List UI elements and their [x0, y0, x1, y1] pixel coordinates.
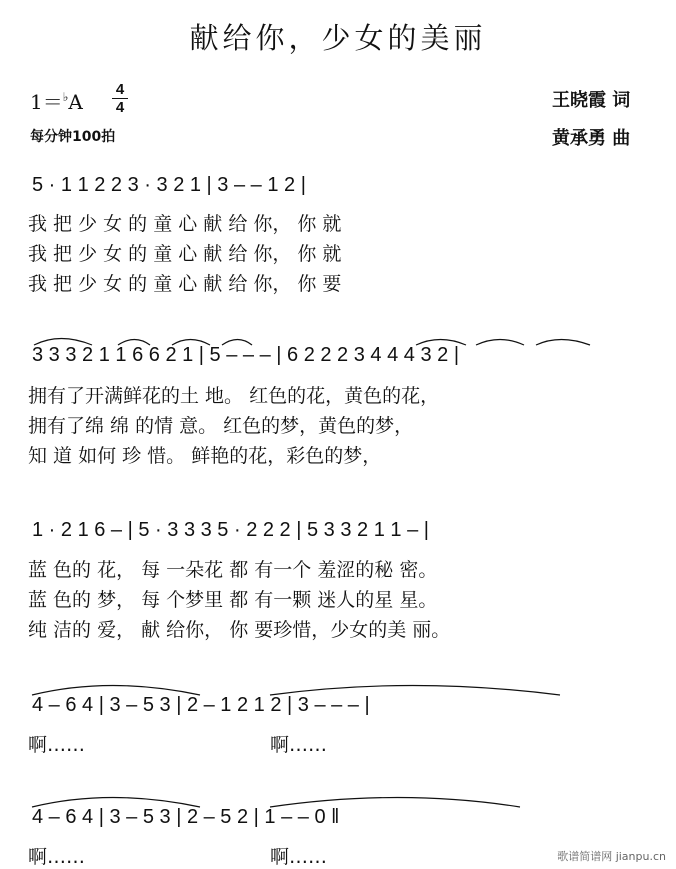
watermark: 歌谱简谱网 jianpu.cn — [557, 850, 666, 863]
notes-system-4: 4 – 6 4 | 3 – 5 3 | 2 – 1 2 1 2 | 3 – – – | — [32, 694, 370, 716]
lyric-verse-3-system-2: 知 道 如何 珍 惜。 鲜艳的花，彩色的梦， — [28, 445, 382, 467]
tempo-marking: 每分钟100拍 — [30, 129, 116, 145]
lyric-verse-2-system-2: 拥有了绵 绵 的情 意。 红色的梦，黄色的梦， — [28, 415, 414, 437]
key-prefix: 1＝ — [30, 90, 63, 114]
composer-credit: 黄承勇 曲 — [552, 128, 631, 149]
lyric-verse-1-system-2: 拥有了开满鲜花的土 地。 红色的花，黄色的花， — [28, 385, 440, 407]
notes-system-2: 3 3 3 2 1 1 6 6 2 1 | 5 – – – | 6 2 2 2 3 4 4 4 3 2 | — [32, 344, 460, 366]
flat-sign: ♭ — [62, 90, 69, 104]
lyricist-credit: 王晓霞 词 — [552, 90, 631, 111]
lyric-system-4-b: 啊…… — [270, 734, 328, 756]
time-signature-top: 4 — [115, 81, 125, 98]
lyric-system-4-a: 啊…… — [28, 734, 86, 756]
lyric-system-5-b: 啊…… — [270, 846, 328, 868]
lyric-verse-3-system-1: 我 把 少 女 的 童 心 献 给 你， 你 要 — [28, 273, 342, 295]
notes-system-1: 5 · 1 1 2 2 3 · 3 2 1 | 3 – – 1 2 | — [32, 174, 306, 196]
time-signature-bottom: 4 — [115, 99, 125, 116]
lyric-verse-1-system-1: 我 把 少 女 的 童 心 献 给 你， 你 就 — [28, 213, 342, 235]
notes-system-3: 1 · 2 1 6 – | 5 · 3 3 3 5 · 2 2 2 | 5 3 3 2 1 1 – | — [32, 519, 429, 541]
lyric-verse-2-system-1: 我 把 少 女 的 童 心 献 给 你， 你 就 — [28, 243, 342, 265]
key-note: A — [68, 90, 83, 114]
lyric-system-5-a: 啊…… — [28, 846, 86, 868]
song-title: 献给你，少女的美丽 — [189, 21, 487, 55]
notes-system-5: 4 – 6 4 | 3 – 5 3 | 2 – 5 2 | 1 – – 0 ‖ — [32, 806, 340, 828]
lyric-verse-3-system-3: 纯 洁的 爱， 献 给你， 你 要珍惜，少女的美 丽。 — [28, 619, 451, 641]
lyric-verse-1-system-3: 蓝 色的 花， 每 一朵花 都 有一个 羞涩的秘 密。 — [28, 559, 438, 581]
lyric-verse-2-system-3: 蓝 色的 梦， 每 个梦里 都 有一颗 迷人的星 星。 — [28, 589, 438, 611]
